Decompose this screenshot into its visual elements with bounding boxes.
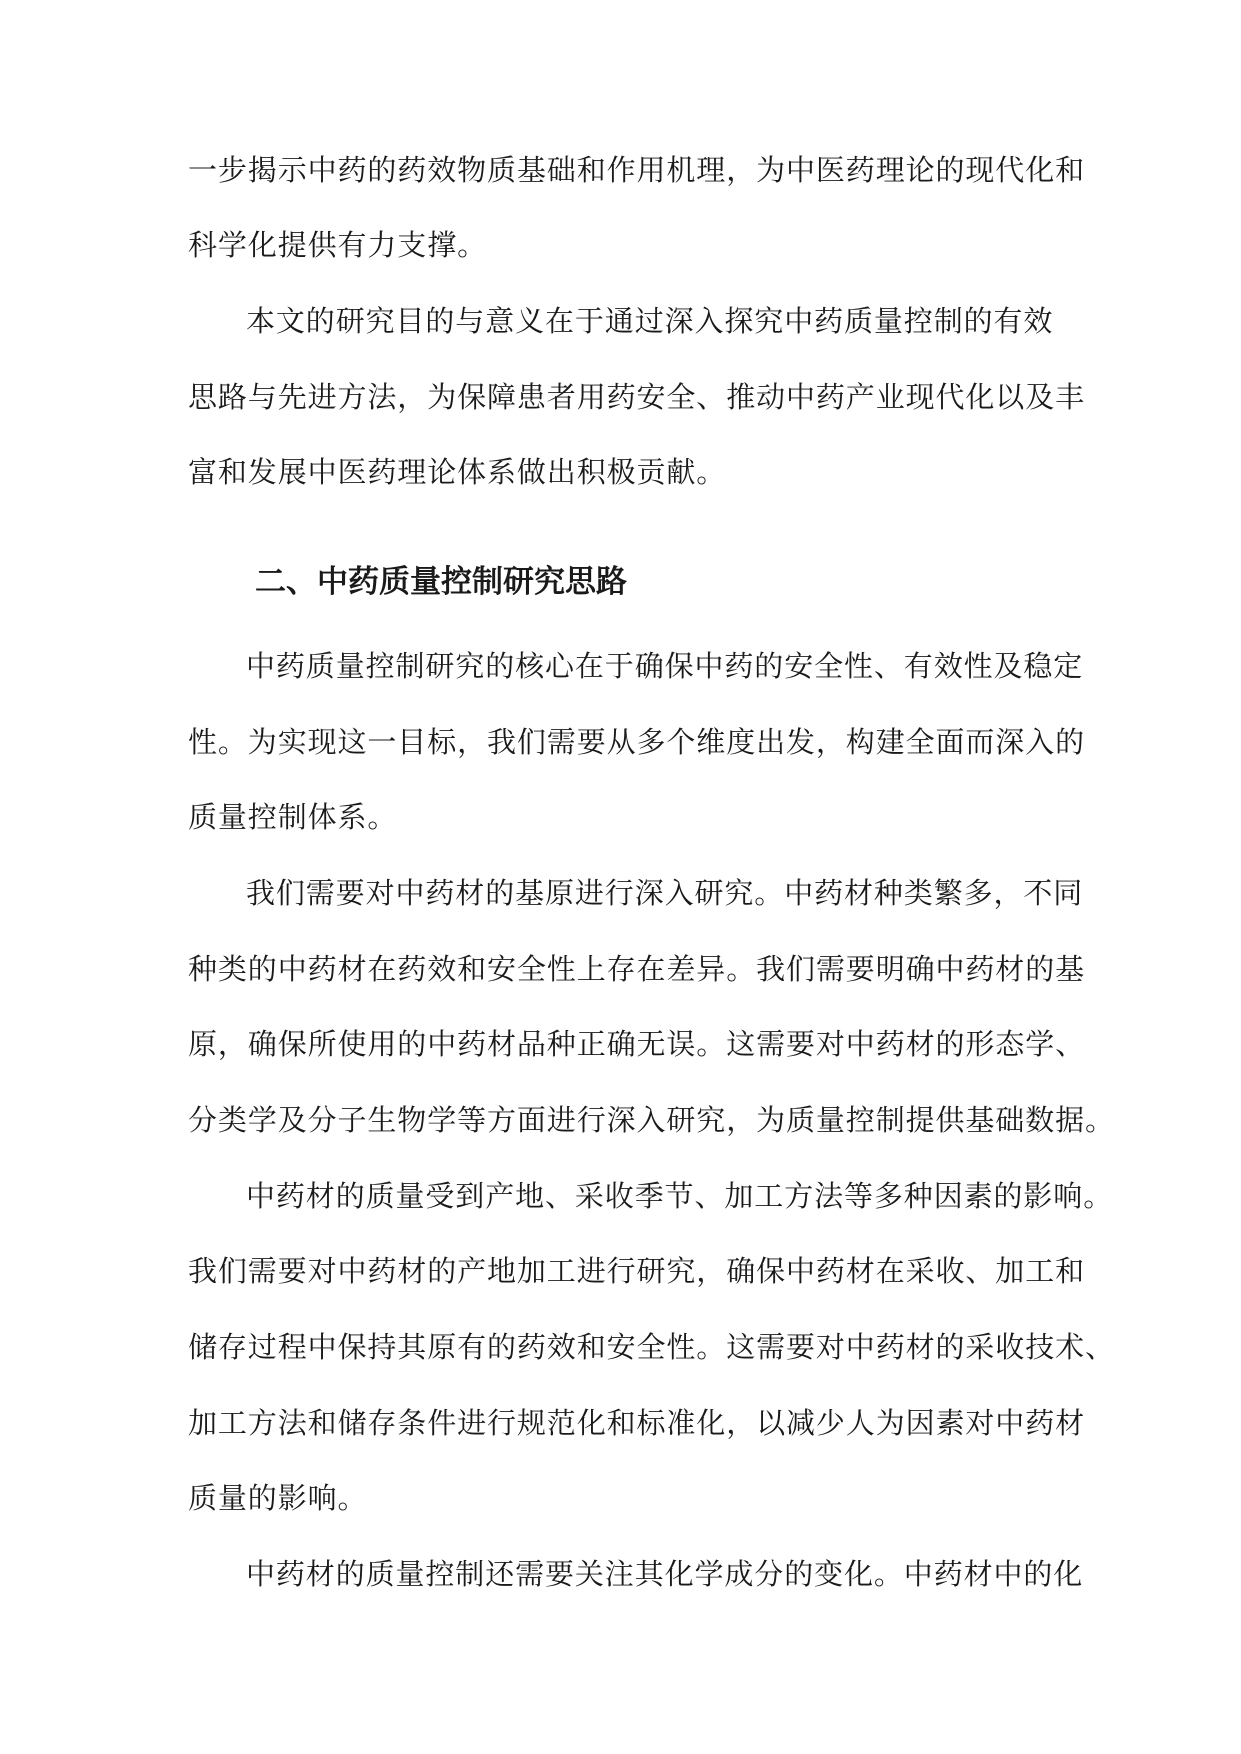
- text-line: 种类的中药材在药效和安全性上存在差异。我们需要明确中药材的基: [188, 952, 1086, 986]
- text-line: 原，确保所使用的中药材品种正确无误。这需要对中药材的形态学、: [188, 1027, 1086, 1061]
- text-line: 质量的影响。: [188, 1481, 368, 1515]
- text-line: 分类学及分子生物学等方面进行深入研究，为质量控制提供基础数据。: [188, 1103, 1115, 1137]
- paragraph-first-line: 中药材的质量受到产地、采收季节、加工方法等多种因素的影响。: [246, 1179, 1114, 1213]
- text-line: 一步揭示中药的药效物质基础和作用机理，为中医药理论的现代化和: [188, 153, 1086, 187]
- text-line: 富和发展中医药理论体系做出积极贡献。: [188, 455, 727, 489]
- text-line: 我们需要对中药材的产地加工进行研究，确保中药材在采收、加工和: [188, 1254, 1086, 1288]
- paragraph-first-line: 中药材的质量控制还需要关注其化学成分的变化。中药材中的化: [246, 1557, 1084, 1591]
- text-line: 储存过程中保持其原有的药效和安全性。这需要对中药材的采收技术、: [188, 1330, 1115, 1364]
- text-line: 质量控制体系。: [188, 800, 398, 834]
- paragraph-first-line: 我们需要对中药材的基原进行深入研究。中药材种类繁多，不同: [246, 876, 1084, 910]
- text-line: 科学化提供有力支撑。: [188, 228, 488, 262]
- paragraph-first-line: 本文的研究目的与意义在于通过深入探究中药质量控制的有效: [246, 304, 1054, 338]
- section-heading: 二、中药质量控制研究思路: [255, 564, 627, 600]
- text-line: 思路与先进方法，为保障患者用药安全、推动中药产业现代化以及丰: [188, 380, 1086, 414]
- paragraph-first-line: 中药质量控制研究的核心在于确保中药的安全性、有效性及稳定: [246, 649, 1084, 683]
- text-line: 加工方法和储存条件进行规范化和标准化，以减少人为因素对中药材: [188, 1406, 1086, 1440]
- text-line: 性。为实现这一目标，我们需要从多个维度出发，构建全面而深入的: [188, 725, 1086, 759]
